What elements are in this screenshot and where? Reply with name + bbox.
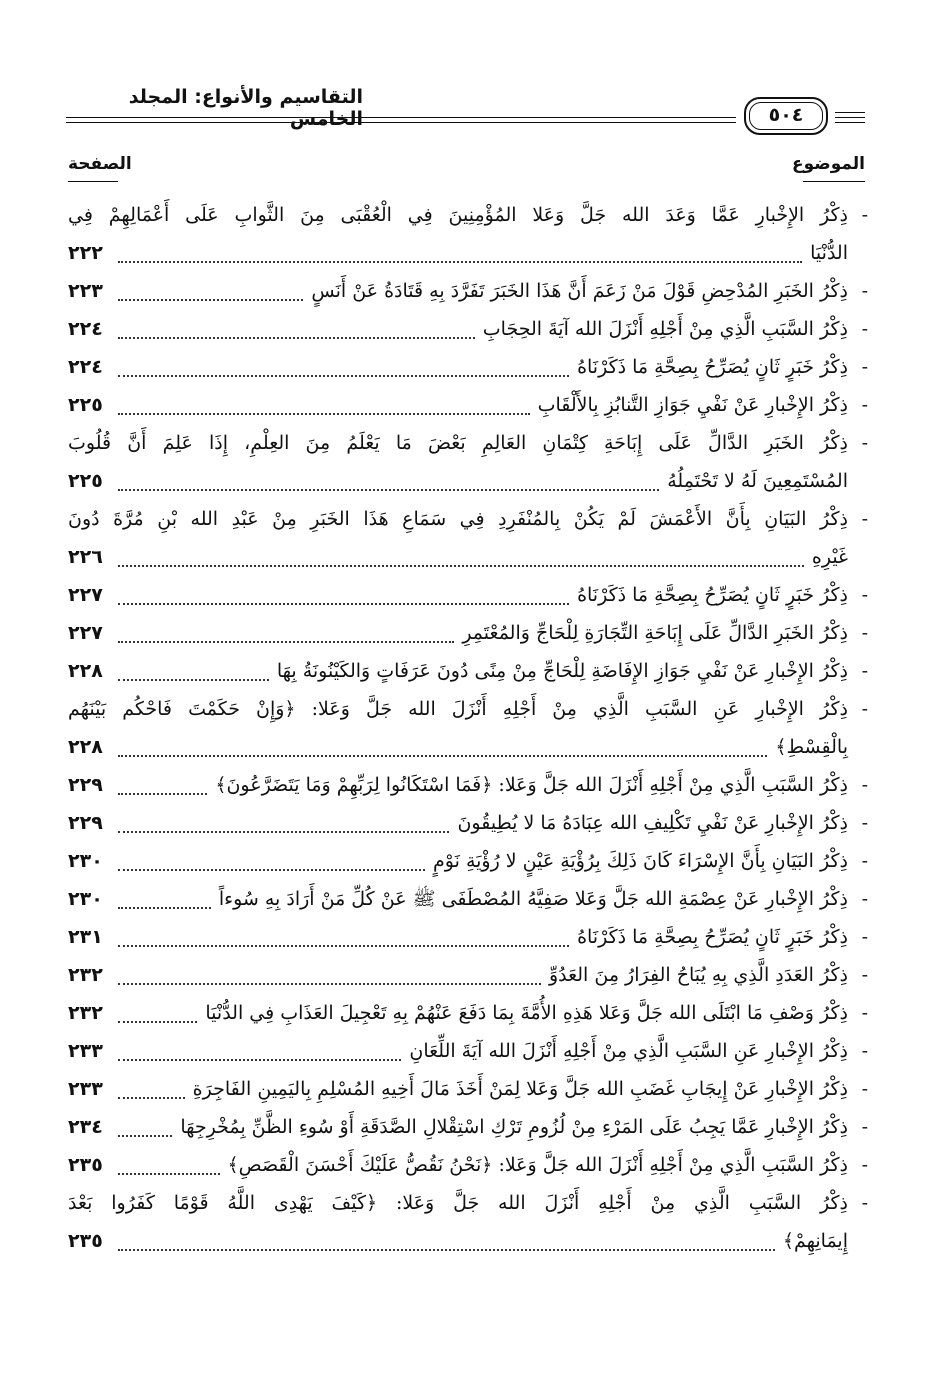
entry-title-line: ذِكْرُ وَصْفِ مَا ابْتَلَى الله جَلَّ وَعَلا هَذِهِ الأُمَّةَ بِمَا دَفَعَ عَنْهُمْ بِهِ تَعْجِيلَ العَذَابِ فِي الدُّنْيَا [205,1002,848,1024]
entry-line [114,1222,848,1260]
entry-line [114,538,848,576]
entry-bullet: - [861,622,868,644]
entry-bullet: - [861,1040,868,1062]
entry-bullet: - [861,280,868,302]
entry-title-line: ذِكْرُ الإِخْبارِ عَنْ نَفْيِ جَوَازِ الإِفَاضَةِ لِلْحَاجِّ مِنْ مِنًى دُونَ عَرَفَاتٍ وَالكَيْنُونَةُ بِهَا [276,660,848,682]
entry-title-line: ذِكْرُ السَّبَبِ الَّذِي مِنْ أَجْلِهِ أَنْزَلَ الله جَلَّ وَعَلا: ﴿كَيْفَ يَهْدِى اللَّهُ قَوْمًا كَفَرُوا بَعْدَ [68,1192,848,1214]
entry-line [114,956,848,994]
column-heading-subject: الموضوع [792,154,865,174]
entry-dot-leader [118,337,475,339]
entry-dot-leader [118,603,569,605]
entry-line [114,652,848,690]
entry-dot-leader [118,793,207,795]
toc-entry [68,614,868,652]
entry-page-number: ٢٣٥ [68,1222,112,1260]
entry-line [114,994,848,1032]
toc-entry [68,1108,868,1146]
entry-dot-leader [118,907,211,909]
entry-line [114,462,848,500]
toc-entry [68,766,868,804]
toc-entry [68,804,868,842]
entry-page-number: ٢٢٧ [68,576,112,614]
entry-dot-leader [118,489,659,491]
entry-dot-leader [118,755,767,757]
entry-title-line: ذِكْرُ السَّبَبِ الَّذِي مِنْ أَجْلِهِ أَنْزَلَ الله جَلَّ وَعَلا: ﴿نَحْنُ نَقُصُّ عَلَيْكَ أَحْسَنَ الْقَصَصِ﴾ [227,1154,848,1176]
entry-dot-leader [118,679,269,681]
entry-page-number: ٢٣١ [68,918,112,956]
toc-entry [68,956,868,994]
entry-page-number: ٢٣٠ [68,880,112,918]
toc-entry [68,348,868,386]
entry-dot-leader [118,413,530,415]
entry-bullet: - [861,508,868,530]
toc-entry [68,500,868,576]
entry-title-line: ذِكْرُ الخَبَرِ المُدْحِضِ قَوْلَ مَنْ زَعَمَ أَنَّ هَذَا الخَبَرَ تَفَرَّدَ بِهِ قَتَادَةُ عَنْ أَنَسٍ [311,280,848,302]
entry-bullet: - [861,964,868,986]
toc-entry [68,196,868,272]
entry-page-number: ٢٢٨ [68,728,112,766]
toc-entry [68,1032,868,1070]
entry-line [114,614,848,652]
entry-line [114,804,848,842]
entry-title-line: ذِكْرُ خَبَرٍ ثَانٍ يُصَرِّحُ بِصِحَّةِ مَا ذَكَرْنَاهُ [577,356,848,378]
entry-dot-leader [118,1173,220,1175]
entry-line [114,1108,848,1146]
entry-bullet: - [861,888,868,910]
entry-title-line: ذِكْرُ خَبَرٍ ثَانٍ يُصَرِّحُ بِصِحَّةِ مَا ذَكَرْنَاهُ [577,926,848,948]
entry-title-line: الدُّنْيَا [810,242,848,264]
entry-line [114,1146,848,1184]
entry-line [114,576,848,614]
entry-dot-leader [118,1097,185,1099]
entry-title-line: ذِكْرُ خَبَرٍ ثَانٍ يُصَرِّحُ بِصِحَّةِ مَا ذَكَرْنَاهُ [577,584,848,606]
entry-dot-leader [118,983,541,985]
entry-bullet: - [861,394,868,416]
entry-title-line: ذِكْرُ الإِخْبارِ عَمَّا يَجِبُ عَلَى المَرْءِ مِنْ لُزُومِ تَرْكِ اسْتِقْلالِ الصَّدَقَةِ أَوْ سُوءِ الظَّنِّ بِمُخْرِجِهَا [180,1116,848,1138]
entry-dot-leader [118,1249,775,1251]
entry-dot-leader [118,299,303,301]
entry-dot-leader [118,261,802,263]
entry-dot-leader [118,945,569,947]
entry-line [114,1070,848,1108]
entry-line [114,310,848,348]
running-title: التقاسيم والأنواع: المجلد الخامس [128,86,363,130]
entry-page-number: ٢٢٦ [68,538,112,576]
entry-dot-leader [118,1059,401,1061]
entry-title-line: ذِكْرُ البَيَانِ بِأَنَّ الأَعْمَشَ لَمْ يَكُنْ بِالمُنْفَرِدِ فِي سَمَاعِ هَذَا الخَبَرِ مِنْ عَبْدِ الله بْنِ مُرَّةَ دُونَ [68,508,848,530]
header-rule-right-2 [835,117,865,118]
entry-dot-leader [118,1021,197,1023]
entry-dot-leader [118,565,804,567]
toc-entry [68,918,868,956]
entry-page-number: ٢٣٣ [68,1032,112,1070]
entry-line [114,272,848,310]
entry-title-line: ذِكْرُ الإِخْبارِ عَمَّا وَعَدَ الله جَلَّ وَعَلا المُؤْمِنِينَ فِي الْعُقْبَى مِنَ الثَّوابِ عَلَى أَعْمَالِهِمْ فِي [68,204,848,226]
entry-bullet: - [861,926,868,948]
toc-entry [68,386,868,424]
entry-page-number: ٢٣٢ [68,956,112,994]
entry-line [114,386,848,424]
entry-bullet: - [861,432,868,454]
page-number: ٥٠٤ [749,102,823,130]
entry-bullet: - [861,584,868,606]
entry-page-number: ٢٢٨ [68,652,112,690]
entry-title-line: ذِكْرُ الإِخْبارِ عَنْ نَفْيِ جَوَازِ التَّنابُزِ بِالأَلْقَابِ [537,394,848,416]
entry-page-number: ٢٣٥ [68,1146,112,1184]
entry-line [68,690,848,728]
toc-entry [68,1146,868,1184]
entry-title-line: ذِكْرُ البَيَانِ بِأَنَّ الإِسْرَاءَ كَانَ ذَلِكَ بِرُؤْيَةِ عَيْنٍ لا رُؤْيَةِ نَوْمٍ [433,850,848,872]
entry-line [68,1184,848,1222]
toc-entry [68,690,868,766]
toc-entry [68,652,868,690]
toc-entry [68,576,868,614]
entry-title-line: ذِكْرُ الإِخْبارِ عَنْ عِصْمَةِ الله جَلَّ وَعَلا صَفِيَّهُ المُصْطَفَى ﷺ عَنْ كُلِّ مَنْ أَرَادَ بِهِ سُوءاً [218,888,848,910]
entry-page-number: ٢٢٥ [68,386,112,424]
entry-bullet: - [861,1002,868,1024]
entry-dot-leader [118,831,449,833]
entry-title-line: بِالْقِسْطِ﴾ [775,736,848,758]
entry-title-line: ذِكْرُ الإِخْبارِ عَنِ السَّبَبِ الَّذِي مِنْ أَجْلِهِ أَنْزَلَ الله جَلَّ وَعَلا: ﴿وَإِنْ حَكَمْتَ فَاحْكُم بَيْنَهُم [68,698,848,720]
entry-page-number: ٢٢٧ [68,614,112,652]
entry-bullet: - [861,1192,868,1214]
entry-dot-leader [118,375,569,377]
header-rule-top [66,117,736,118]
entry-title-line: ذِكْرُ السَّبَبِ الَّذِي مِنْ أَجْلِهِ أَنْزَلَ الله آيَةَ الحِجَابِ [482,318,848,340]
entry-line [68,424,848,462]
entry-page-number: ٢٣٢ [68,994,112,1032]
entry-line [114,766,848,804]
entry-line [68,196,848,234]
entry-title-line: ذِكْرُ الإِخْبارِ عَنْ إِيجَابِ غَضَبِ الله جَلَّ وَعَلا لِمَنْ أَخَذَ مَالَ أَخِيهِ المُسْلِمِ بِاليَمِينِ الفَاجِرَةِ [192,1078,848,1100]
entry-bullet: - [861,318,868,340]
entry-page-number: ٢٢٢ [68,234,112,272]
entry-title-line: المُسْتَمِعِينَ لَهُ لا تَحْتَمِلُهُ [667,470,848,492]
entry-page-number: ٢٣٠ [68,842,112,880]
entry-title-line: ذِكْرُ الخَبَرِ الدَّالِّ عَلَى إِبَاحَةِ التِّجَارَةِ لِلْحَاجِّ وَالمُعْتَمِرِ [462,622,848,644]
column-heading-page-underline [68,181,118,182]
entry-line [114,842,848,880]
page-number-box [744,97,828,135]
toc-entry [68,424,868,500]
entry-bullet: - [861,812,868,834]
entry-bullet: - [861,850,868,872]
entry-page-number: ٢٣٣ [68,1070,112,1108]
toc-entry [68,880,868,918]
entry-page-number: ٢٢٤ [68,310,112,348]
header-rule-bottom [66,122,736,123]
column-heading-page: الصفحة [68,154,132,174]
entry-bullet: - [861,660,868,682]
entry-dot-leader [118,1135,172,1137]
toc-entry [68,994,868,1032]
entry-page-number: ٢٢٩ [68,804,112,842]
entry-line [68,500,848,538]
entry-line [114,880,848,918]
entry-page-number: ٢٢٤ [68,348,112,386]
entry-bullet: - [861,774,868,796]
entry-title-line: إِيمَانِهِمْ﴾ [782,1230,848,1252]
entry-page-number: ٢٢٣ [68,272,112,310]
entry-title-line: ذِكْرُ الخَبَرِ الدَّالِّ عَلَى إِبَاحَةِ كِتْمَانِ العَالِمِ بَعْضَ مَا يَعْلَمُ مِنَ العِلْمِ، إِذَا عَلِمَ أَنَّ قُلُوبَ [68,432,848,454]
entry-dot-leader [118,869,425,871]
entry-bullet: - [861,1078,868,1100]
column-heading-subject-underline [803,181,865,182]
entry-title-line: ذِكْرُ العَدَدِ الَّذِي بِهِ يُبَاحُ الفِرَارُ مِنَ العَدُوِّ [548,964,848,986]
toc-entry [68,1184,868,1260]
entry-bullet: - [861,204,868,226]
entry-title-line: ذِكْرُ السَّبَبِ الَّذِي مِنْ أَجْلِهِ أَنْزَلَ الله جَلَّ وَعَلا: ﴿فَمَا اسْتَكَانُوا لِرَبِّهِمْ وَمَا يَتَضَرَّعُونَ﴾ [215,774,848,796]
entry-title-line: غَيْرِهِ [811,546,848,568]
toc-entry [68,1070,868,1108]
entry-title-line: ذِكْرُ الإِخْبارِ عَنْ نَفْيِ تَكْلِيفِ الله عِبَادَهُ مَا لا يُطِيقُونَ [457,812,848,834]
entry-line [114,1032,848,1070]
entry-bullet: - [861,1116,868,1138]
toc-entry [68,272,868,310]
toc-entry [68,842,868,880]
entry-title-line: ذِكْرُ الإِخْبارِ عَنِ السَّبَبِ الَّذِي مِنْ أَجْلِهِ أَنْزَلَ الله آيَةَ اللِّعَانِ [409,1040,848,1062]
header-rule-right-3 [835,122,865,123]
entry-page-number: ٢٢٥ [68,462,112,500]
toc-entry [68,310,868,348]
entry-line [114,348,848,386]
entry-bullet: - [861,1154,868,1176]
header-rule-right-1 [835,112,865,113]
entry-bullet: - [861,356,868,378]
entry-bullet: - [861,698,868,720]
entry-dot-leader [118,641,454,643]
entry-line [114,728,848,766]
entry-page-number: ٢٣٤ [68,1108,112,1146]
entry-line [114,918,848,956]
entry-page-number: ٢٢٩ [68,766,112,804]
entry-line [114,234,848,272]
